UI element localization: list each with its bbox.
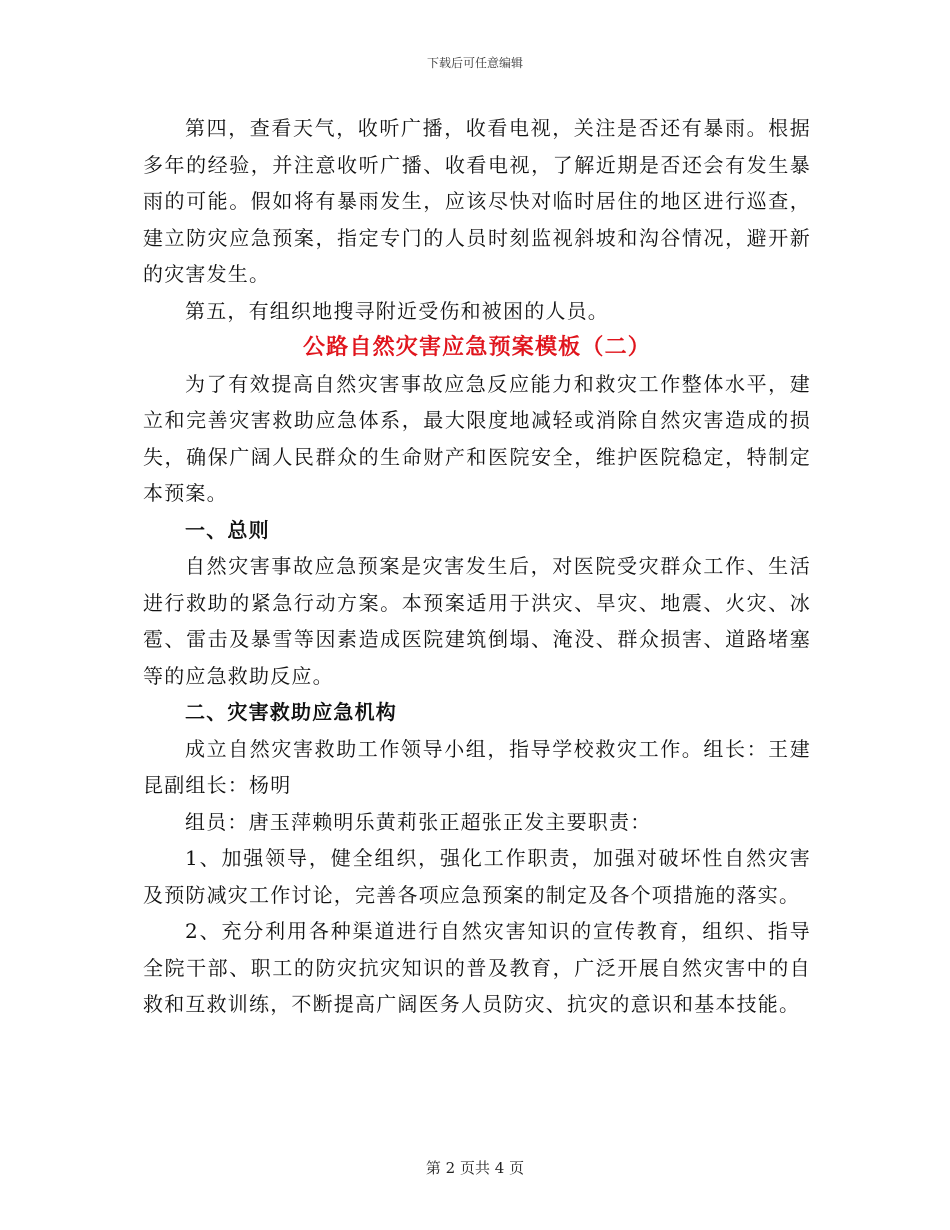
page-header: 下载后可任意编辑: [426, 56, 523, 70]
page-footer: 第 2 页共 4 页: [425, 1159, 525, 1177]
paragraph-search-rescue: 第五，有组织地搜寻附近受伤和被困的人员。: [185, 298, 609, 323]
heading-general-principles: 一、总则: [185, 517, 270, 542]
section-title: 公路自然灾害应急预案模板（二）: [302, 334, 651, 360]
paragraph-purpose: 为了有效提高自然灾害事故应急反应能力和救灾工作整体水平，建立和完善灾害救助应急体系，最大限度地减轻或消除自然灾害造成的损失，确保广阔人民群众的生命财产和医院安全，维护医院稳定，特制定本预案。: [143, 371, 811, 505]
document-body: [143, 110, 811, 1023]
paragraph-duty-1: 1、加强领导，健全组织，强化工作职责，加强对破坏性自然灾害及预防减灾工作讨论，完善各项应急预案的制定及各个项措施的落实。: [143, 846, 811, 907]
heading-emergency-organization: 二、灾害救助应急机构: [185, 700, 397, 724]
paragraph-scope: 自然灾害事故应急预案是灾害发生后，对医院受灾群众工作、生活进行救助的紧急行动方案。本预案适用于洪灾、旱灾、地震、火灾、冰雹、雷击及暴雪等因素造成医院建筑倒塌、淹没、群众损害、道路堵塞等的应急救助反应。: [143, 554, 811, 688]
paragraph-duty-2: 2、充分利用各种渠道进行自然灾害知识的宣传教育，组织、指导全院干部、职工的防灾抗灾知识的普及教育，广泛开展自然灾害中的自救和互救训练，不断提高广阔医务人员防灾、抗灾的意识和基本技能。: [143, 919, 811, 1016]
paragraph-weather-check: 第四，查看天气，收听广播，收看电视，关注是否还有暴雨。根据多年的经验，并注意收听广播、收看电视，了解近期是否还会有发生暴雨的可能。假如将有暴雨发生，应该尽快对临时居住的地区进行巡查，建立防灾应急预案，指定专门的人员时刻监视斜坡和沟谷情况，避开新的灾害发生。: [143, 116, 811, 286]
paragraph-leadership-group: 成立自然灾害救助工作领导小组，指导学校救灾工作。组长：王建昆副组长：杨明: [143, 736, 811, 797]
paragraph-members: 组员：唐玉萍赖明乐黄莉张正超张正发主要职责：: [185, 809, 652, 834]
